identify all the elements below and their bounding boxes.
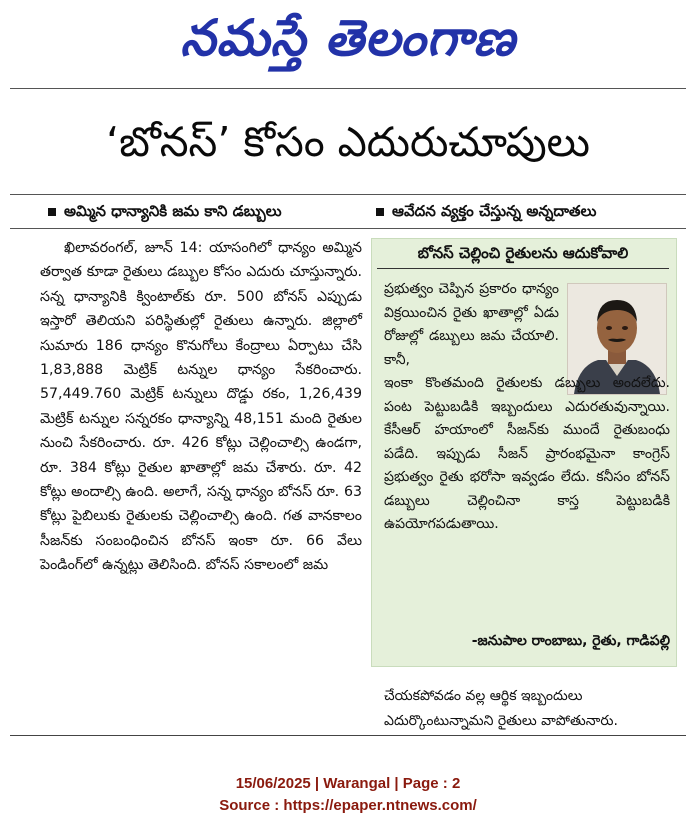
article-body-text: ఖిలావరంగల్, జూన్ 14: యాసంగిలో ధాన్యం అమ్మిన తర్వాత కూడా రైతులు డబ్బుల కోసం ఎదురు చూస్తున్నారు. సన్న ధాన్యానికి క్వింటాల్‌కు రూ. 500 బోనస్ ఎప్పుడు ఇస్తారో తెలియని పరిస్థితుల్లో రైతులు ఉన్నారు. జిల్లాలో సుమారు 186 ధాన్యం కొనుగోలు కేంద్రాలు ఏర్పాటు చేసి 1,83,888 మెట్రిక్ టన్నుల ధాన్యం సేకరించారు. 57,449.760 మెట్రిక్ టన్నులు దొడ్డు రకం, 1,26,439 మెట్రిక్ టన్నుల సన్నరకం ధాన్యాన్ని 48,151 మంది రైతుల నుంచి సేకరించారు. రూ. 426 కోట్లు చెల్లించాల్సి ఉండగా, రూ. 384 కోట్లు రైతుల ఖాతాల్లో జమ చేశారు. రూ. 42 కోట్లు అందాల్సి ఉంది. అలాగే, సన్న ధాన్యం బోనస్ రూ. 63 కోట్లు పైబిలుకు రైతులకు చెల్లించాల్సి ఉంది. గత వానకాలం సీజన్‌కు సంబంధించిన బోనస్ ఇంకా రూ. 66 వేలు పెండింగ్‌లో ఉన్నట్లు తెలిసింది. బోనస్ సకాలంలో జమ [40, 240, 362, 574]
article-body [40, 236, 362, 578]
article-continuation: చేయకపోవడం వల్ల ఆర్థిక ఇబ్బందులు ఎదుర్కొంటున్నామని రైతులు వాపోతునారు. [384, 688, 618, 729]
subhead-bottom-rule [10, 228, 686, 229]
bullet-icon [376, 208, 384, 216]
quote-text-narrow: ప్రభుత్వం చెప్పిన ప్రకారం ధాన్యం విక్రయించిన రైతు ఖాతాల్లో ఏడు రోజుల్లో డబ్బులు జమ చేయాలి. కానీ, [384, 281, 559, 368]
footer-rule [10, 735, 686, 736]
newspaper-masthead: నమస్తే తెలంగాణ [180, 8, 516, 67]
quote-signature: -జనుపాల రాంబాబు, రైతు, గాడిపల్లి [471, 633, 670, 649]
masthead-rule [10, 88, 686, 89]
subhead-top-rule [10, 194, 686, 195]
footer-date-edition: 15/06/2025 | Warangal | Page : 2 [235, 775, 461, 792]
quote-box-title-rule [377, 268, 669, 269]
quote-box-text [384, 278, 670, 537]
article-headline: ‘బోనస్’ కోసం ఎదురుచూపులు [106, 118, 590, 166]
bullet-icon [48, 208, 56, 216]
subheading-1: అమ్మిన ధాన్యానికి జమ కాని డబ్బులు [48, 202, 282, 224]
subheading-2: ఆవేదన వ్యక్తం చేస్తున్న అన్నదాతలు [376, 202, 596, 224]
quote-text-wide: ఇంకా కొంతమంది రైతులకు డబ్బులు అందలేదు. పంట పెట్టుబడికి ఇబ్బందులు ఎదురతువున్నాయి. కేసీఆర్ హయాంలో సీజన్‌కు ముందే రైతుబంధు పడేది. ఇప్పుడు సీజన్ ప్రారంభమైనా కాంగ్రెస్ ప్రభుత్వం రైతు భరోసా ఇవ్వడం లేదు. కనీసం బోనస్ డబ్బులు చెల్లించినా కాస్త పెట్టుబడికి ఉపయోగపడుతాయి. [384, 375, 670, 532]
footer-source: Source : https://epaper.ntnews.com/ [219, 797, 477, 814]
quote-box-title: బోనస్ చెల్లించి రైతులను ఆదుకోవాలి [417, 244, 629, 262]
